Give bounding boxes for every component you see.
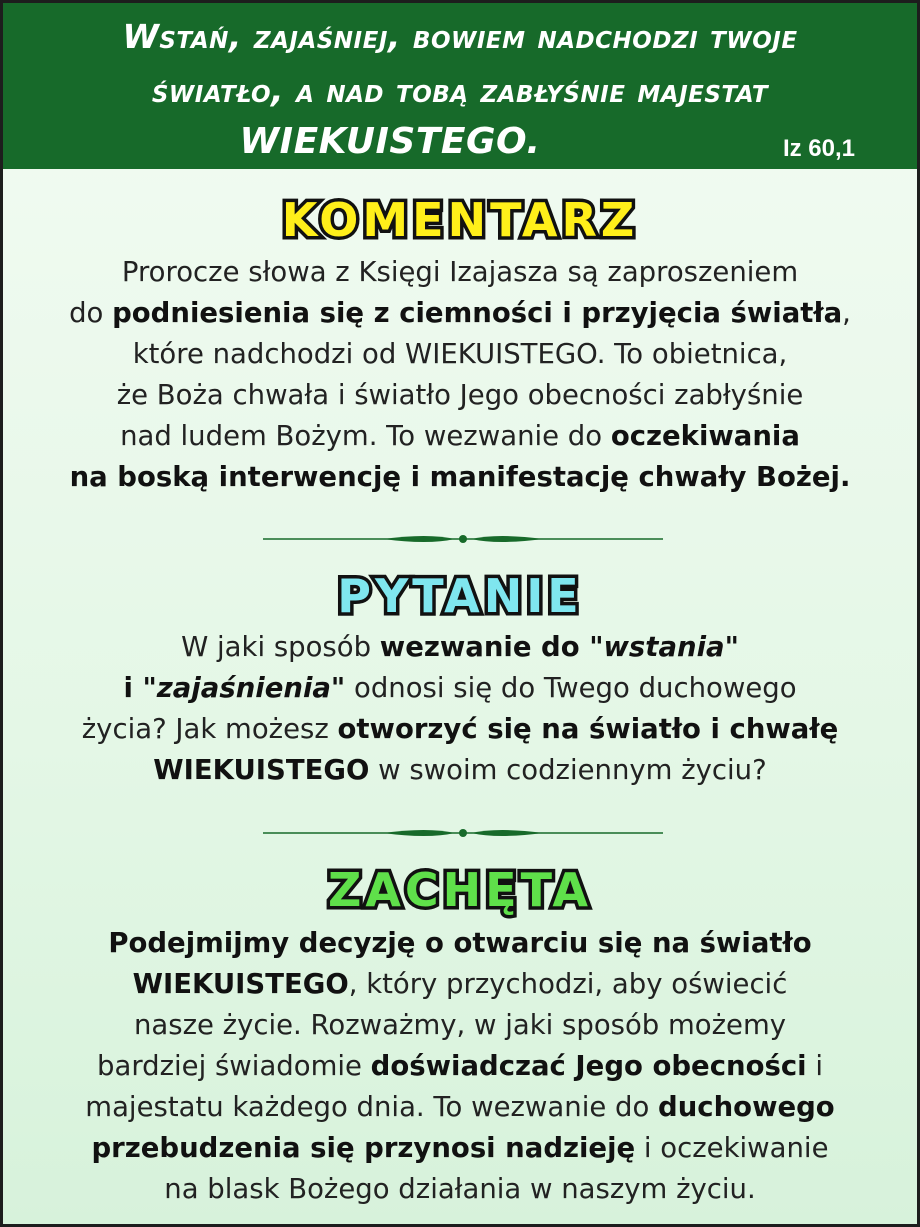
text-span: w swoim codziennym życiu? bbox=[369, 754, 767, 786]
text-span: życia? Jak możesz bbox=[81, 713, 338, 745]
encouragement-line: na blask Bożego działania w naszym życiu. bbox=[164, 1173, 756, 1205]
comment-line: które nadchodzi od WIEKUISTEGO. To obietnica, bbox=[132, 338, 788, 370]
text-span: odnosi się do Twego duchowego bbox=[345, 672, 797, 704]
bold-italic-span: "wstania" bbox=[589, 631, 739, 663]
verse-header bbox=[3, 3, 917, 169]
encouragement-line bbox=[23, 1128, 897, 1169]
text-span: bardziej świadomie bbox=[97, 1050, 371, 1082]
text-span: i bbox=[806, 1050, 823, 1082]
comment-line: Prorocze słowa z Księgi Izajasza są zaproszeniem bbox=[121, 256, 799, 288]
ornament-divider bbox=[263, 532, 663, 546]
verse-reference: Iz 60,1 bbox=[782, 135, 855, 162]
question-title: PYTANIE bbox=[337, 569, 583, 623]
bold-span: na boską interwencję i manifestację chwały Bożej. bbox=[69, 461, 851, 493]
encouragement-line bbox=[23, 1046, 897, 1087]
encouragement-line bbox=[23, 923, 897, 964]
comment-line bbox=[23, 293, 897, 334]
text-span: , który przychodzi, aby oświecić bbox=[348, 968, 788, 1000]
bold-span: wezwanie do bbox=[379, 631, 590, 663]
encouragement-title: ZACHĘTA bbox=[327, 863, 593, 917]
bold-italic-span: "zajaśnienia" bbox=[142, 672, 346, 704]
text-span: nad ludem Bożym. To wezwanie do bbox=[120, 420, 611, 452]
comment-line bbox=[23, 457, 897, 498]
bold-span: oczekiwania bbox=[610, 420, 800, 452]
question-line bbox=[23, 709, 897, 750]
verse-line-2: światło, a nad tobą zabłyśnie majestat bbox=[151, 71, 769, 110]
bold-span: otworzyć się na światło i chwałę bbox=[337, 713, 839, 745]
bold-span: duchowego bbox=[658, 1091, 835, 1123]
comment-line: że Boża chwała i światło Jego obecności zabłyśnie bbox=[116, 379, 804, 411]
verse-line-3: WIEKUISTEGO. bbox=[239, 121, 541, 162]
bold-span: podniesienia się z ciemności i przyjęcia światła bbox=[112, 297, 843, 329]
question-text bbox=[23, 627, 897, 791]
comment-title: KOMENTARZ bbox=[281, 193, 639, 247]
question-line bbox=[23, 750, 897, 791]
bold-span: i bbox=[123, 672, 143, 704]
text-span: , bbox=[842, 297, 851, 329]
verse-line-1: Wstań, zajaśniej, bowiem nadchodzi twoje bbox=[122, 17, 798, 56]
comment-line bbox=[23, 416, 897, 457]
text-span: do bbox=[69, 297, 113, 329]
bold-span: doświadczać Jego obecności bbox=[370, 1050, 807, 1082]
question-line bbox=[23, 668, 897, 709]
encouragement-text bbox=[23, 923, 897, 1210]
encouragement-line bbox=[23, 964, 897, 1005]
bold-span: WIEKUISTEGO bbox=[153, 754, 370, 786]
ornament-divider bbox=[263, 826, 663, 840]
bold-span: przebudzenia się przynosi nadzieję bbox=[91, 1132, 636, 1164]
encouragement-line: nasze życie. Rozważmy, w jaki sposób możemy bbox=[133, 1009, 787, 1041]
text-span: W jaki sposób bbox=[181, 631, 380, 663]
comment-text bbox=[23, 252, 897, 498]
text-span: majestatu każdego dnia. To wezwanie do bbox=[85, 1091, 659, 1123]
bold-span: Podejmijmy decyzję o otwarciu się na światło bbox=[108, 927, 812, 959]
text-span: i oczekiwanie bbox=[635, 1132, 829, 1164]
bold-span: WIEKUISTEGO bbox=[132, 968, 349, 1000]
encouragement-line bbox=[23, 1087, 897, 1128]
question-line bbox=[23, 627, 897, 668]
